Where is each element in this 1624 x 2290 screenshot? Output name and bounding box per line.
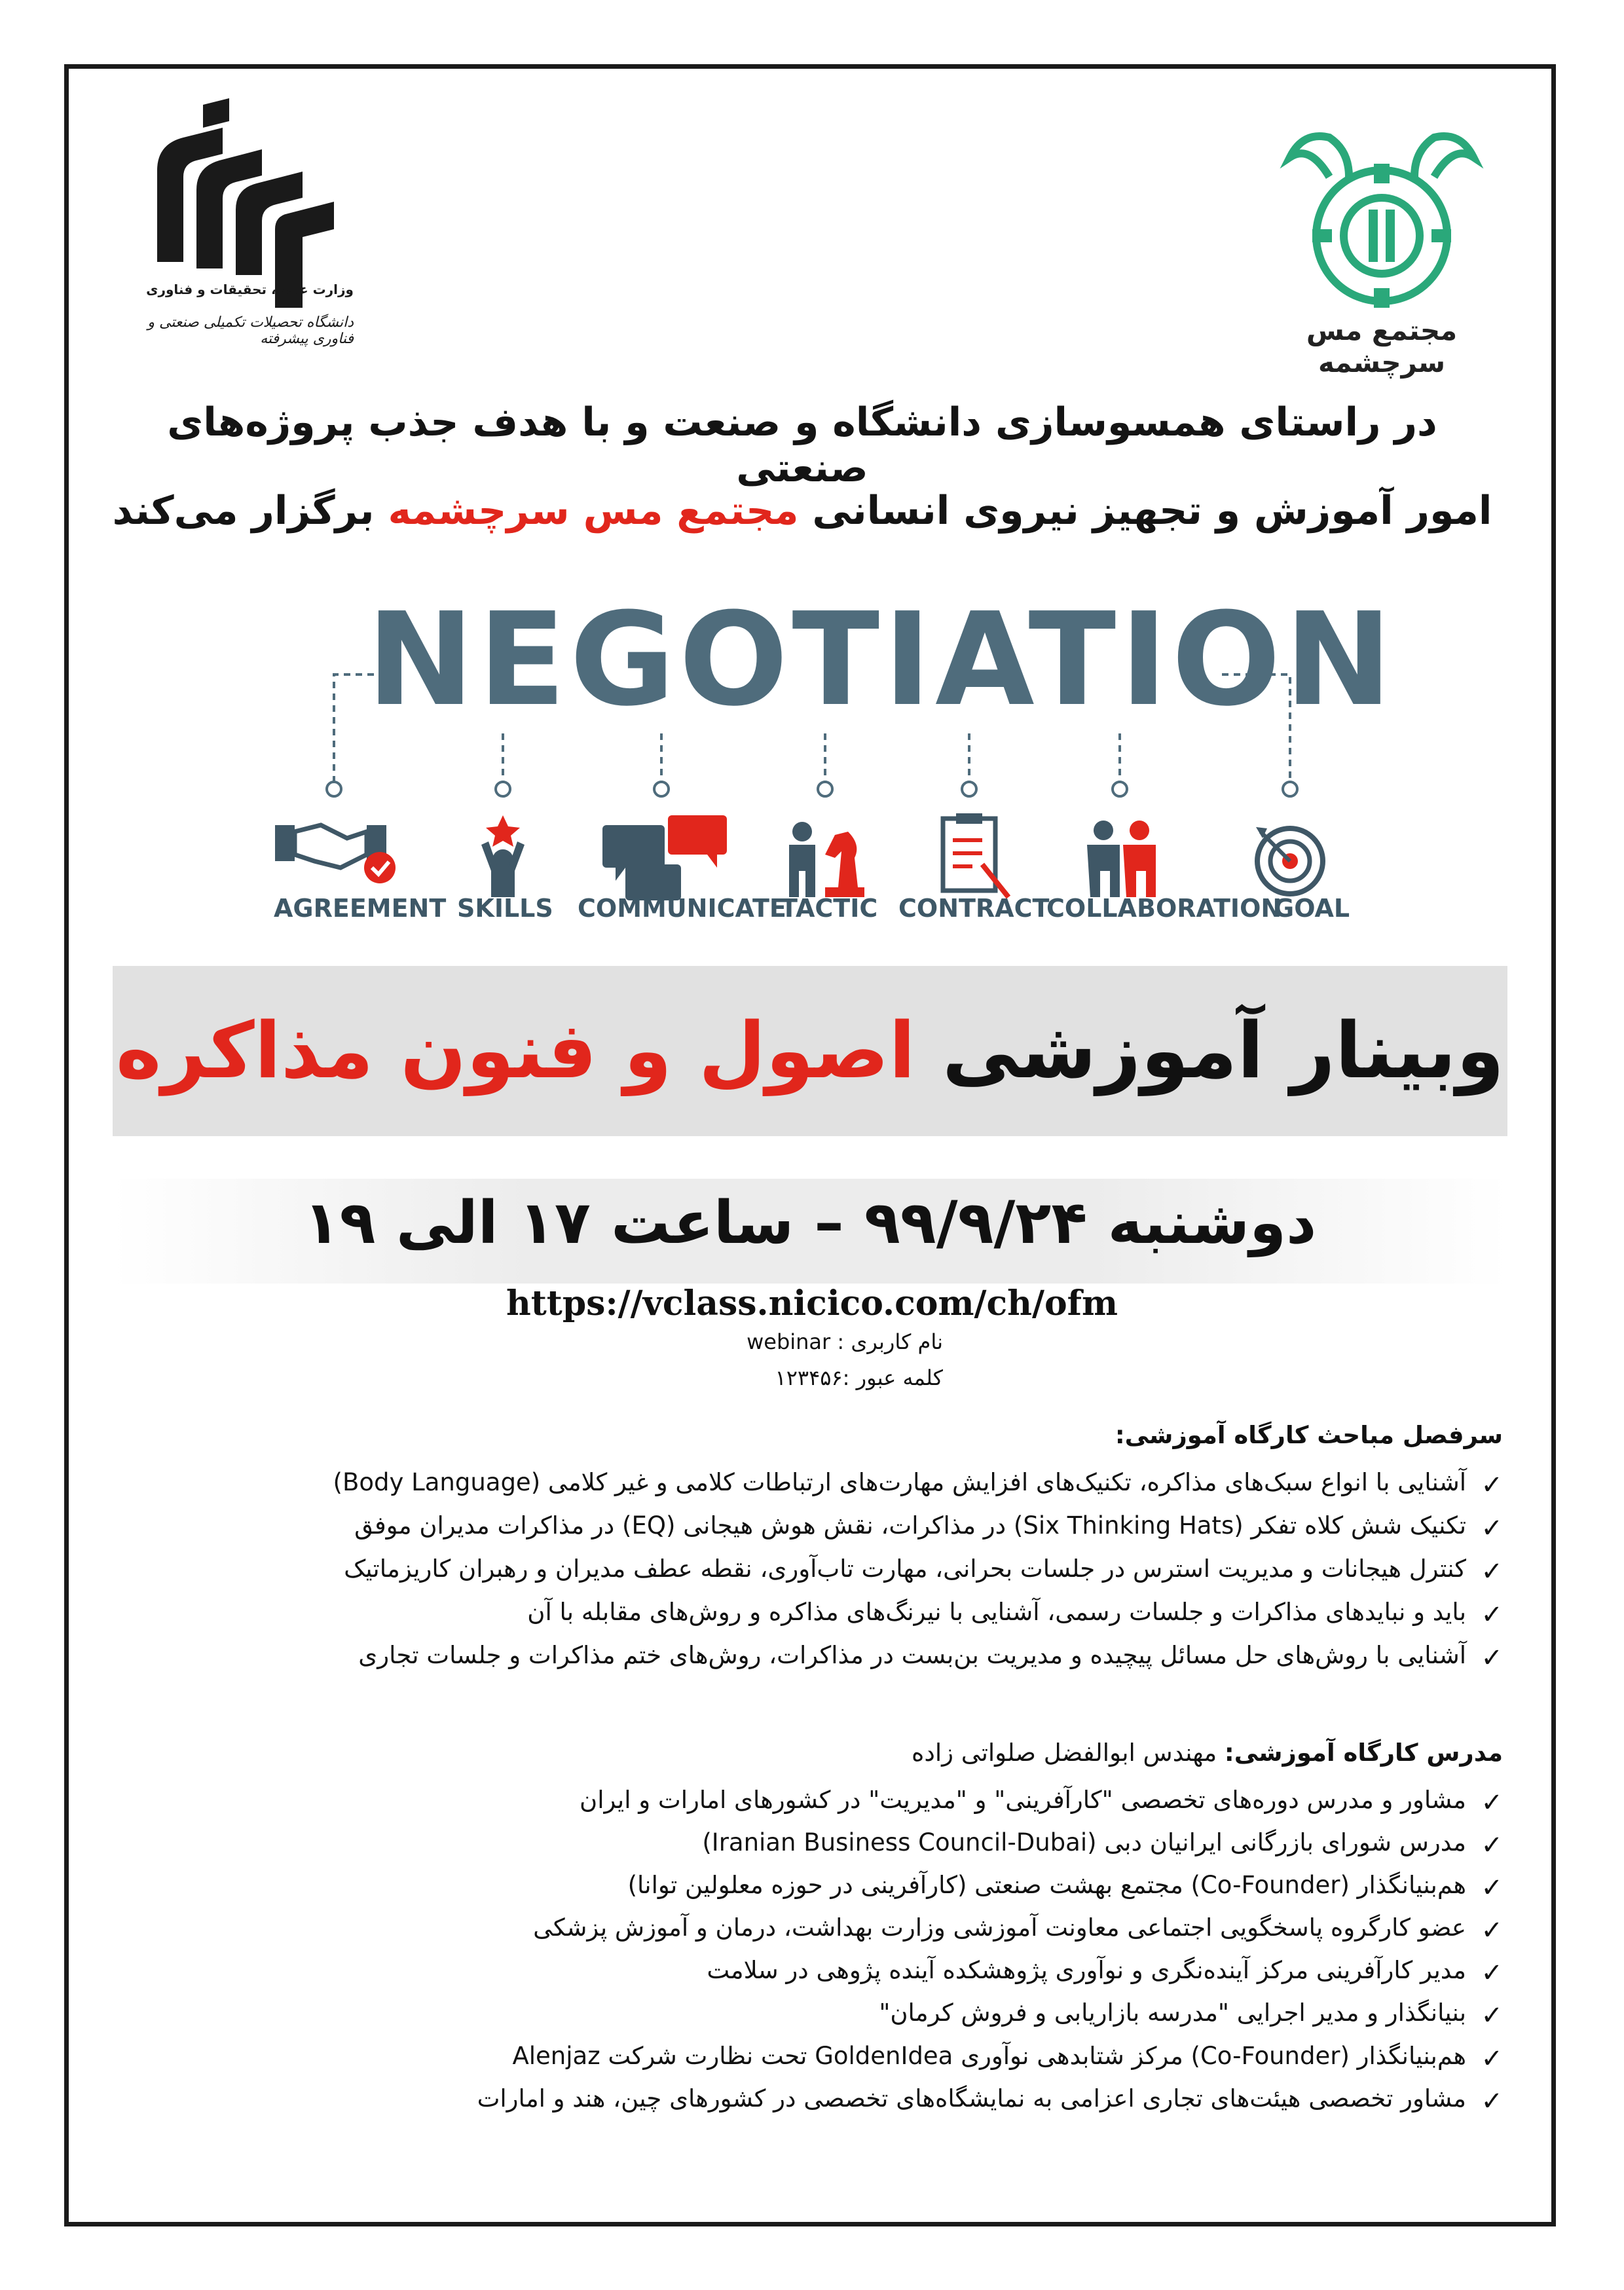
check-icon: ✓ — [1481, 1643, 1503, 1674]
highlight-complex-name: مجتمع مس سرچشمه — [388, 488, 799, 534]
university-name: دانشگاه تحصیلات تکمیلی صنعتی و فناوری پیشرفته — [147, 314, 354, 347]
check-icon: ✓ — [1481, 1788, 1503, 1818]
check-icon: ✓ — [1481, 1600, 1503, 1631]
webinar-title: وبینار آموزشی اصول و فنون مذاکره — [115, 1005, 1505, 1096]
instructor-list — [115, 1784, 1503, 2115]
check-icon: ✓ — [1481, 1830, 1503, 1861]
list-item: ✓ مشاور تخصصی هیئت‌های تجاری اعزامی به نمایشگاه‌های تخصصی در کشورهای چین، هند و امارات — [115, 2083, 1503, 2115]
label-contract: CONTRACT — [898, 894, 1050, 923]
label-skills: SKILLS — [457, 894, 553, 923]
topics-list — [115, 1467, 1503, 1674]
list-item: ✓ هم‌بنیانگذار (Co-Founder) مرکز شتابدهی نوآوری GoldenIdea تحت نظارت شرکت Alenjaz — [115, 2041, 1503, 2072]
headline-line-1: در راستای همسوسازی دانشگاه و صنعت و با هدف جذب پروژه‌های صنعتی — [167, 399, 1437, 491]
list-item: ✓ کنترل هیجانات و مدیریت استرس در جلسات بحرانی، مهارت تاب‌آوری، نقطه عطف مدیران و رهبران کاریزماتیک — [115, 1553, 1503, 1585]
label-goal: GOAL — [1274, 894, 1350, 923]
label-tactic: TACTIC — [781, 894, 878, 923]
check-icon: ✓ — [1481, 1557, 1503, 1587]
list-item: ✓ مدیر کارآفرینی مرکز آینده‌نگری و نوآوری پژوهشکده آینده پژوهی در سلامت — [115, 1955, 1503, 1986]
topics-title: سرفصل مباحث کارگاه آموزشی: — [1115, 1421, 1503, 1449]
instructor-title: مدرس کارگاه آموزشی: مهندس ابوالفضل صلواتی زاده — [911, 1739, 1503, 1767]
negotiation-title: NEGOTIATION — [367, 585, 1396, 735]
list-item: ✓ مشاور و مدرس دوره‌های تخصصی "کارآفرینی" و "مدیریت" در کشورهای امارات و ایران — [115, 1784, 1503, 1816]
check-icon: ✓ — [1481, 2043, 1503, 2074]
copper-complex-name: مجتمع مس سرچشمه — [1306, 314, 1458, 379]
speech-bubbles-icon — [602, 815, 727, 900]
star-person-icon — [481, 815, 525, 897]
check-icon: ✓ — [1481, 1873, 1503, 1904]
list-item: ✓ باید و نبایدهای مذاکرات و جلسات رسمی، آشنایی با نیرنگ‌های مذاکره و روش‌های مقابله با آن — [115, 1597, 1503, 1628]
target-icon — [1256, 827, 1323, 894]
ministry-text: وزارت علوم، تحقیقات و فناوری — [146, 282, 354, 297]
chess-knight-icon — [789, 822, 864, 897]
webinar-date: دوشنبه ۹۹/۹/۲۴ – ساعت ۱۷ الی ۱۹ — [303, 1189, 1317, 1257]
list-item: ✓ عضو کارگروه پاسخگویی اجتماعی معاونت آموزشی وزارت بهداشت، درمان و آموزش پزشکی — [115, 1912, 1503, 1944]
check-icon: ✓ — [1481, 1915, 1503, 1946]
list-item: ✓ آشنایی با روش‌های حل مسائل پیچیده و مدیریت بن‌بست در مذاکرات، روش‌های ختم مذاکرات و جلسات تجاری — [115, 1640, 1503, 1671]
label-communicate: COMMUNICATE — [578, 894, 786, 923]
username: نام کاربری : webinar — [747, 1329, 943, 1354]
contract-icon — [943, 813, 1008, 897]
instructor-name: مهندس ابوالفضل صلواتی زاده — [911, 1739, 1225, 1767]
headline-line-2: امور آموزش و تجهیز نیروی انسانی مجتمع مس سرچشمه برگزار می‌کند — [112, 488, 1492, 534]
list-item: ✓ مدرس شورای بازرگانی ایرانیان دبی (Iranian Business Council-Dubai) — [115, 1827, 1503, 1858]
check-icon: ✓ — [1481, 1513, 1503, 1544]
list-item: ✓ هم‌بنیانگذار (Co-Founder) مجتمع بهشت صنعتی (کارآفرینی در حوزه معلولین توانا) — [115, 1870, 1503, 1901]
password: کلمه عبور :۱۲۳۴۵۶ — [775, 1365, 943, 1390]
check-icon: ✓ — [1481, 1958, 1503, 1989]
webinar-url[interactable]: https://vclass.nicico.com/ch/ofm — [506, 1284, 1118, 1323]
label-collaboration: COLLABORATION — [1046, 894, 1282, 923]
handshake-icon — [275, 825, 396, 883]
list-item: ✓ بنیانگذار و مدیر اجرایی "مدرسه بازاریابی و فروش کرمان" — [115, 1997, 1503, 2029]
webinar-topic: اصول و فنون مذاکره — [115, 1005, 915, 1096]
list-item: ✓ تکنیک شش کلاه تفکر (Six Thinking Hats) در مذاکرات، نقش هوش هیجانی (EQ) در مذاکرات مدیران موفق — [115, 1510, 1503, 1542]
list-item: ✓ آشنایی با انواع سبک‌های مذاکره، تکنیک‌های افزایش مهارت‌های ارتباطات کلامی و غیر کلامی (Body Language) — [115, 1467, 1503, 1498]
check-icon: ✓ — [1481, 2001, 1503, 2031]
label-agreement: AGREEMENT — [274, 894, 447, 923]
check-icon: ✓ — [1481, 2086, 1503, 2116]
collaboration-icon — [1087, 821, 1156, 897]
check-icon: ✓ — [1481, 1470, 1503, 1500]
